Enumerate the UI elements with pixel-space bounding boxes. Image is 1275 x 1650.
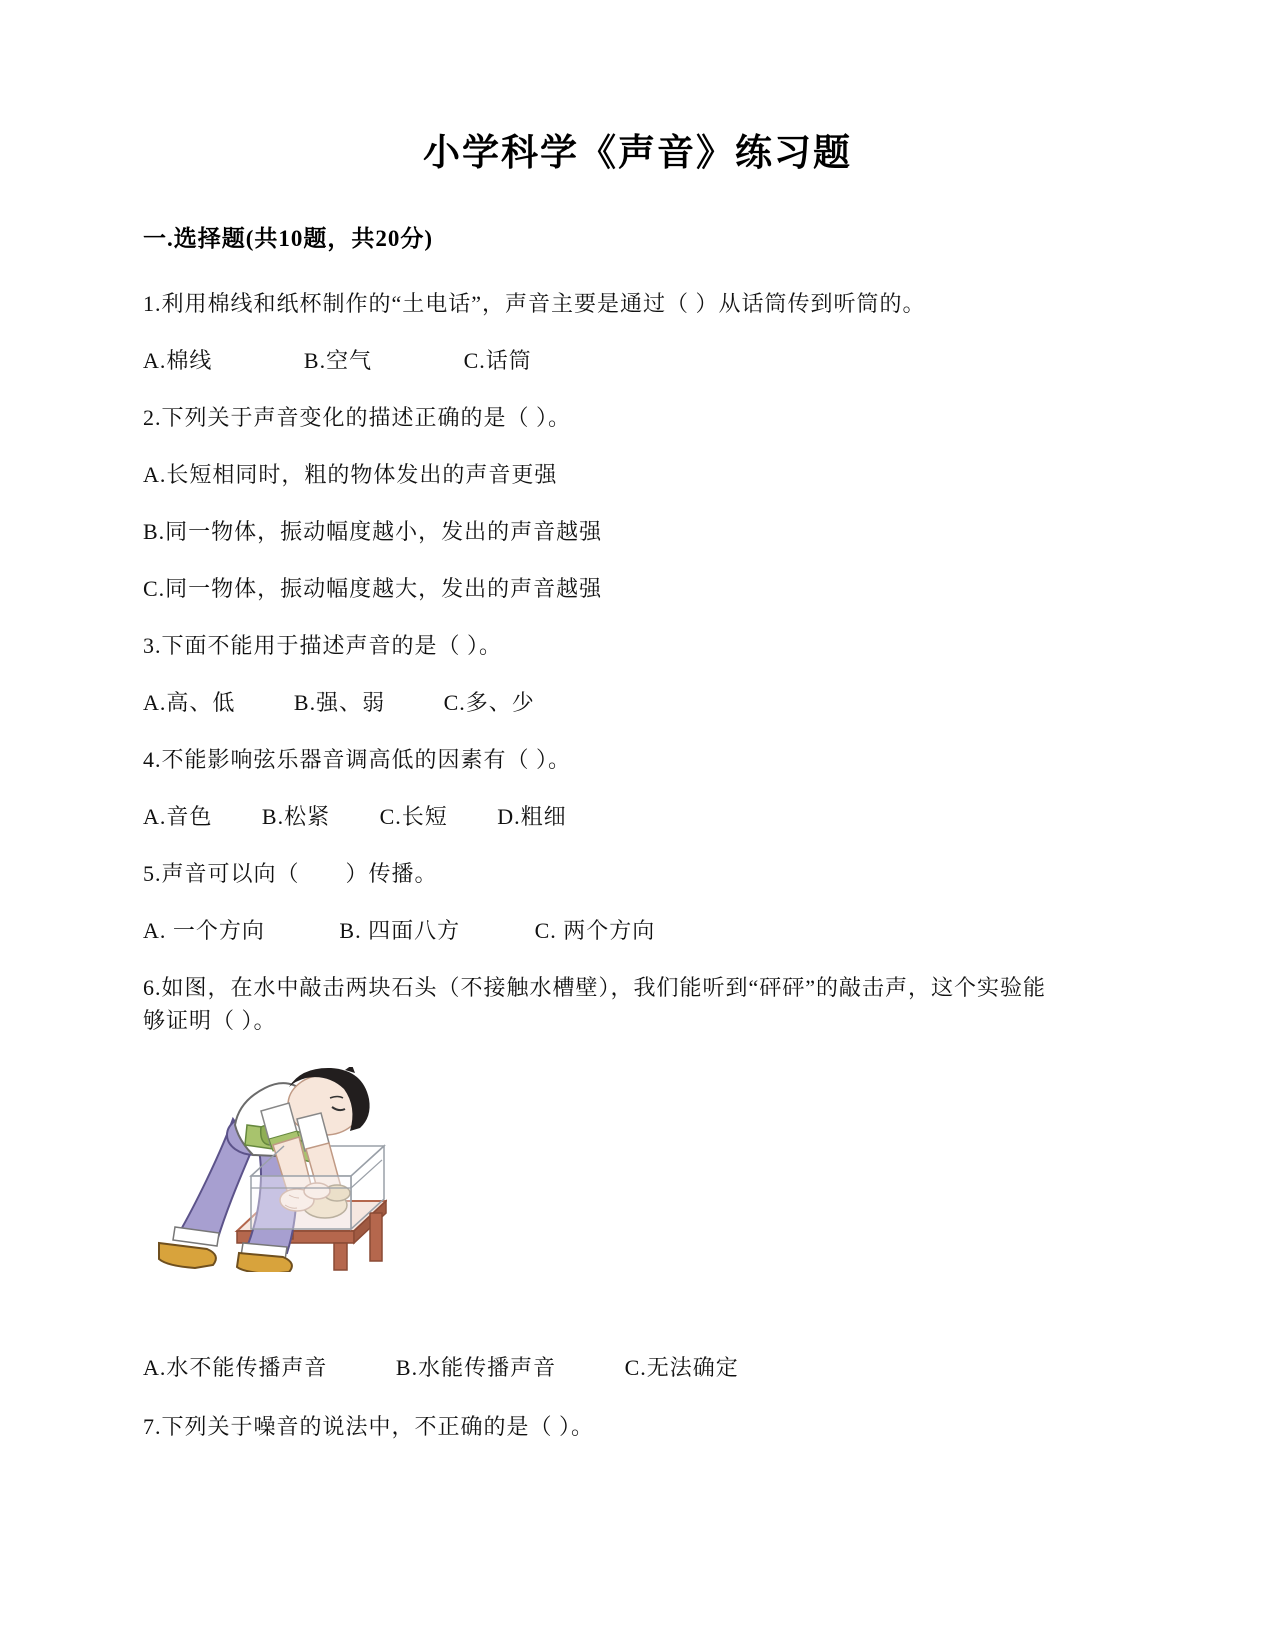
question-3 <box>143 629 1135 719</box>
question-4-option-c: C.长短 <box>379 804 448 829</box>
question-4-option-d: D.粗细 <box>497 804 567 829</box>
question-2-stem: 2.下列关于声音变化的描述正确的是（ ）。 <box>143 405 572 430</box>
question-5 <box>143 857 1135 947</box>
question-2-option-a: A.长短相同时，粗的物体发出的声音更强 <box>143 462 558 487</box>
question-6-option-c: C.无法确定 <box>624 1355 739 1380</box>
question-5-stem: 5.声音可以向（ ）传播。 <box>143 861 438 886</box>
question-5-option-c: C. 两个方向 <box>534 918 656 943</box>
question-3-option-c: C.多、少 <box>443 690 535 715</box>
question-4-stem: 4.不能影响弦乐器音调高低的因素有（ ）。 <box>143 747 572 772</box>
question-1-option-c: C.话筒 <box>463 348 532 373</box>
question-7 <box>143 1410 1135 1443</box>
worksheet-content <box>143 222 1135 1443</box>
question-6-figure <box>149 1067 1135 1277</box>
question-4-option-a: A.音色 <box>143 804 213 829</box>
question-4-options <box>143 800 1135 833</box>
question-5-option-a: A. 一个方向 <box>143 918 265 943</box>
water-tank-experiment-illustration <box>149 1067 387 1272</box>
question-6-option-b: B.水能传播声音 <box>395 1355 557 1380</box>
question-5-option-b: B. 四面八方 <box>339 918 461 943</box>
question-1-option-a: A.棉线 <box>143 348 213 373</box>
question-6-option-a: A.水不能传播声音 <box>143 1355 328 1380</box>
question-2 <box>143 401 1135 605</box>
question-2-option-b: B.同一物体，振动幅度越小，发出的声音越强 <box>143 519 603 544</box>
question-1 <box>143 287 1135 377</box>
question-6-options <box>143 1351 1135 1384</box>
question-7-stem: 7.下列关于噪音的说法中，不正确的是（ ）。 <box>143 1414 595 1439</box>
question-6-stem: 6.如图，在水中敲击两块石头（不接触水槽壁），我们能听到“砰砰”的敲击声，这个实验能够证明（ ）。 <box>143 975 1047 1033</box>
question-3-stem: 3.下面不能用于描述声音的是（ ）。 <box>143 633 503 658</box>
question-3-option-b: B.强、弱 <box>293 690 386 715</box>
page-title: 小学科学《声音》练习题 <box>423 132 852 173</box>
question-6 <box>143 971 1135 1384</box>
question-2-option-c: C.同一物体，振动幅度越大，发出的声音越强 <box>143 576 603 601</box>
boy-shoe-left <box>159 1243 216 1268</box>
question-3-option-a: A.高、低 <box>143 690 236 715</box>
question-1-options <box>143 344 1135 377</box>
question-3-options <box>143 686 1135 719</box>
question-1-option-b: B.空气 <box>303 348 373 373</box>
question-1-stem: 1.利用棉线和纸杯制作的“土电话”，声音主要是通过（ ）从话筒传到听筒的。 <box>143 291 926 316</box>
question-5-options <box>143 914 1135 947</box>
question-4-option-b: B.松紧 <box>261 804 331 829</box>
section-heading: 一.选择题(共10题，共20分) <box>143 226 434 251</box>
question-4 <box>143 743 1135 833</box>
